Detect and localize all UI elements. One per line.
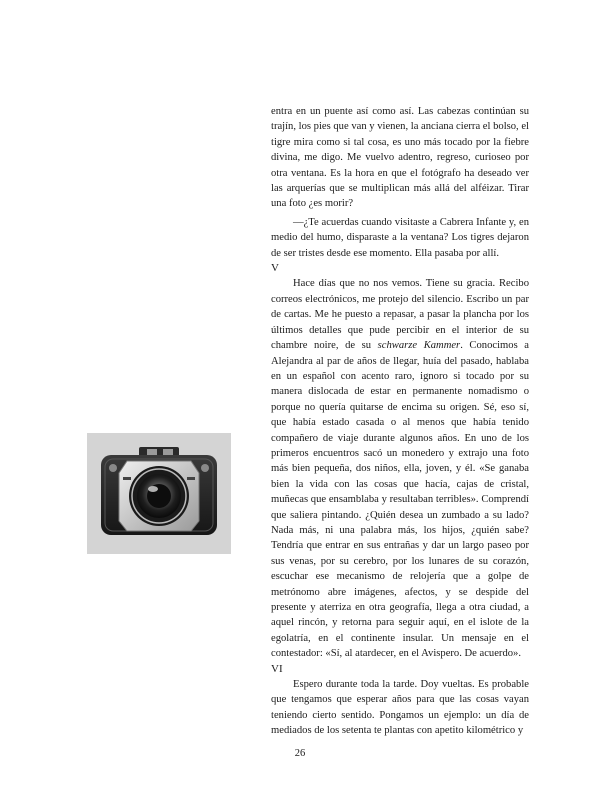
vintage-camera-photo bbox=[87, 433, 231, 554]
paragraph-3-italic: schwarze Kammer bbox=[377, 340, 461, 352]
section-heading-v: V bbox=[271, 262, 279, 275]
camera-icon bbox=[87, 433, 231, 554]
section-heading-vi: VI bbox=[271, 662, 283, 675]
paragraph-3-part-2: . Conocimos a Alejandra al par de años de llegar, huía del pasado, hablaba en un español con acento raro, ignoro si tocado por su manera dislocada de estar en permanente nomadismo o porque no quería quitarse de encima su origen. Sé, eso sí, que había estado casada o al menos que había tenido compañero de viaje durante algunos años. En uno de los primeros encuentros sacó un monedero y extrajo una foto más bien pequeña, dos niños, ella, joven, y él. «Se ganaba bien la vida con las cosas que hacía, cajas de cristal, muñecas que ensamblaba y resultaban terribles». Comprendí que saliera pintando. ¿Quién desea un zumbado a su lado? Nada más, ni una palabra más, los hijos, ¿quién sabe? Tendría que entrar en sus entrañas y dar un largo paseo por sus venas, por su cerebro, por los lunares de su corazón, escuchar ese mecanismo de relojería que a golpe de metrónomo abre imágenes, afectos, y se despide del presente y aterriza en otra geografía, llega a otra ciudad, a aquel rincón, y retorna para seguir aquí, en el islote de la egolatría, en el continente insular. Un mensaje en el contestador: «Sí, al atardecer, en el Avispero. De acuerdo». bbox=[271, 340, 529, 660]
page-number: 26 bbox=[294, 748, 306, 759]
main-text-column bbox=[271, 104, 529, 739]
paragraph-3 bbox=[271, 276, 529, 661]
paragraph-4: Espero durante toda la tarde. Doy vueltas. Es probable que tengamos que esperar años para que las cosas vayan teniendo cierto sentido. Pongamos un ejemplo: un día de mediados de los setenta te plantas con apetito kilométrico y bbox=[271, 679, 529, 737]
dialogue-paragraph: —¿Te acuerdas cuando visitaste a Cabrera Infante y, en medio del humo, disparaste a la ventana? Los tigres dejaron de ser tristes desde ese momento. Ella pasaba por allí. bbox=[271, 216, 529, 259]
paragraph-3-part-1: Hace días que no nos vemos. Tiene su gracia. Recibo correos electrónicos, me protejo del silencio. Escribo un par de cartas. Me he puesto a repasar, a pasar la plancha por los últimos detalles que pude percibir en el interior de su chambre noire, de su bbox=[271, 278, 529, 352]
paragraph-1: entra en un puente así como así. Las cabezas continúan su trajín, los pies que van y vienen, la anciana cierra el bolso, el tigre mira como si tal cosa, es uno más tocado por la fiebre divina, me digo. Me vuelvo adentro, regreso, curioseo por otra ventana. Es la hora en que el fotógrafo ha deseado ver las arquerías que se multiplican más allá del alféizar. Tirar una foto ¿es morir? bbox=[271, 106, 529, 210]
